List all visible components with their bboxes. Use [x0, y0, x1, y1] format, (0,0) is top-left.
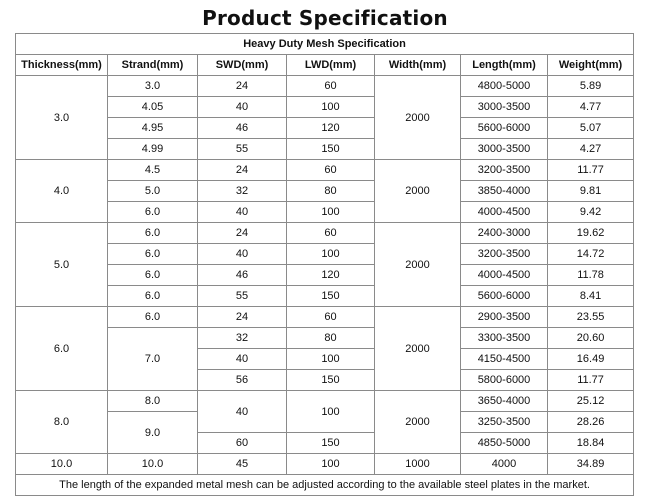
spec-table [15, 33, 634, 496]
cell-length: 4000-4500 [461, 265, 548, 286]
cell-lwd: 60 [287, 76, 375, 97]
cell-thickness: 4.0 [16, 160, 108, 223]
cell-strand: 8.0 [108, 391, 198, 412]
cell-length: 3300-3500 [461, 328, 548, 349]
cell-strand: 6.0 [108, 265, 198, 286]
table-row [16, 202, 634, 223]
cell-swd: 56 [198, 370, 287, 391]
cell-length: 2400-3000 [461, 223, 548, 244]
table-row [16, 139, 634, 160]
table-caption: Heavy Duty Mesh Specification [16, 34, 634, 55]
cell-swd: 46 [198, 265, 287, 286]
cell-lwd: 100 [287, 97, 375, 118]
cell-length: 3200-3500 [461, 160, 548, 181]
cell-strand: 10.0 [108, 454, 198, 475]
cell-strand: 6.0 [108, 286, 198, 307]
cell-length: 5600-6000 [461, 118, 548, 139]
table-row [16, 391, 634, 412]
cell-swd: 24 [198, 223, 287, 244]
cell-length: 5600-6000 [461, 286, 548, 307]
cell-weight: 11.78 [548, 265, 634, 286]
cell-length: 4000-4500 [461, 202, 548, 223]
cell-weight: 5.07 [548, 118, 634, 139]
header-weight: Weight(mm) [548, 55, 634, 76]
cell-weight: 34.89 [548, 454, 634, 475]
cell-thickness: 8.0 [16, 391, 108, 454]
table-row [16, 118, 634, 139]
cell-weight: 9.42 [548, 202, 634, 223]
cell-length: 4150-4500 [461, 349, 548, 370]
cell-weight: 8.41 [548, 286, 634, 307]
cell-swd: 45 [198, 454, 287, 475]
cell-strand: 5.0 [108, 181, 198, 202]
cell-lwd: 100 [287, 391, 375, 433]
cell-weight: 20.60 [548, 328, 634, 349]
cell-thickness: 3.0 [16, 76, 108, 160]
table-row [16, 328, 634, 349]
table-row [16, 160, 634, 181]
cell-length: 3650-4000 [461, 391, 548, 412]
cell-weight: 14.72 [548, 244, 634, 265]
cell-strand: 9.0 [108, 412, 198, 454]
cell-swd: 46 [198, 118, 287, 139]
cell-width: 2000 [375, 307, 461, 391]
cell-length: 4000 [461, 454, 548, 475]
cell-lwd: 60 [287, 223, 375, 244]
cell-lwd: 60 [287, 160, 375, 181]
cell-thickness: 6.0 [16, 307, 108, 391]
cell-swd: 40 [198, 391, 287, 433]
cell-swd: 24 [198, 76, 287, 97]
cell-length: 3850-4000 [461, 181, 548, 202]
cell-strand: 6.0 [108, 244, 198, 265]
cell-width: 2000 [375, 76, 461, 160]
cell-lwd: 120 [287, 265, 375, 286]
cell-thickness: 5.0 [16, 223, 108, 307]
cell-width: 2000 [375, 160, 461, 223]
cell-swd: 55 [198, 286, 287, 307]
cell-weight: 28.26 [548, 412, 634, 433]
cell-lwd: 150 [287, 433, 375, 454]
header-swd: SWD(mm) [198, 55, 287, 76]
cell-lwd: 150 [287, 286, 375, 307]
cell-weight: 4.77 [548, 97, 634, 118]
cell-strand: 4.95 [108, 118, 198, 139]
table-row [16, 286, 634, 307]
cell-swd: 24 [198, 160, 287, 181]
cell-weight: 11.77 [548, 160, 634, 181]
cell-length: 4850-5000 [461, 433, 548, 454]
cell-lwd: 80 [287, 328, 375, 349]
table-row [16, 244, 634, 265]
cell-swd: 32 [198, 181, 287, 202]
cell-weight: 16.49 [548, 349, 634, 370]
cell-strand: 4.05 [108, 97, 198, 118]
cell-lwd: 150 [287, 139, 375, 160]
header-thickness: Thickness(mm) [16, 55, 108, 76]
cell-lwd: 120 [287, 118, 375, 139]
cell-swd: 40 [198, 244, 287, 265]
cell-lwd: 150 [287, 370, 375, 391]
cell-length: 3200-3500 [461, 244, 548, 265]
cell-length: 2900-3500 [461, 307, 548, 328]
cell-swd: 32 [198, 328, 287, 349]
cell-swd: 60 [198, 433, 287, 454]
cell-thickness: 10.0 [16, 454, 108, 475]
cell-weight: 4.27 [548, 139, 634, 160]
table-row [16, 76, 634, 97]
table-row [16, 181, 634, 202]
cell-strand: 4.5 [108, 160, 198, 181]
header-length: Length(mm) [461, 55, 548, 76]
cell-weight: 19.62 [548, 223, 634, 244]
cell-swd: 24 [198, 307, 287, 328]
cell-weight: 25.12 [548, 391, 634, 412]
cell-strand: 6.0 [108, 307, 198, 328]
table-row [16, 223, 634, 244]
cell-width: 2000 [375, 391, 461, 454]
cell-length: 4800-5000 [461, 76, 548, 97]
cell-strand: 7.0 [108, 328, 198, 391]
header-strand: Strand(mm) [108, 55, 198, 76]
cell-strand: 3.0 [108, 76, 198, 97]
cell-lwd: 100 [287, 244, 375, 265]
cell-lwd: 100 [287, 349, 375, 370]
page-title: Product Specification [202, 6, 448, 30]
cell-length: 3250-3500 [461, 412, 548, 433]
table-row [16, 454, 634, 475]
cell-strand: 6.0 [108, 223, 198, 244]
cell-weight: 9.81 [548, 181, 634, 202]
cell-weight: 18.84 [548, 433, 634, 454]
cell-length: 5800-6000 [461, 370, 548, 391]
header-width: Width(mm) [375, 55, 461, 76]
cell-strand: 6.0 [108, 202, 198, 223]
cell-width: 2000 [375, 223, 461, 307]
cell-weight: 23.55 [548, 307, 634, 328]
cell-length: 3000-3500 [461, 97, 548, 118]
cell-strand: 4.99 [108, 139, 198, 160]
cell-length: 3000-3500 [461, 139, 548, 160]
table-footnote: The length of the expanded metal mesh can be adjusted according to the available steel plates in the market. [16, 475, 634, 496]
cell-lwd: 100 [287, 202, 375, 223]
table-row [16, 97, 634, 118]
cell-swd: 40 [198, 349, 287, 370]
cell-weight: 11.77 [548, 370, 634, 391]
cell-swd: 40 [198, 97, 287, 118]
cell-weight: 5.89 [548, 76, 634, 97]
table-row [16, 307, 634, 328]
cell-width: 1000 [375, 454, 461, 475]
cell-swd: 40 [198, 202, 287, 223]
cell-lwd: 100 [287, 454, 375, 475]
header-lwd: LWD(mm) [287, 55, 375, 76]
table-row [16, 265, 634, 286]
cell-lwd: 80 [287, 181, 375, 202]
cell-lwd: 60 [287, 307, 375, 328]
cell-swd: 55 [198, 139, 287, 160]
